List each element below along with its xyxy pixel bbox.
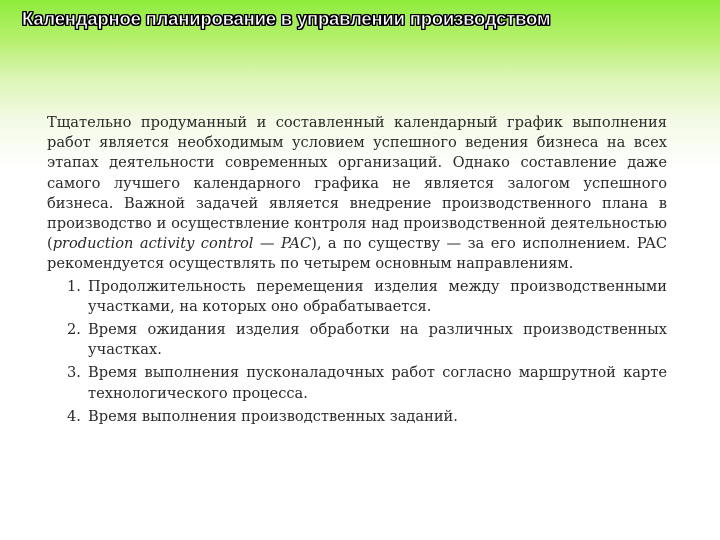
intro-paragraph xyxy=(47,113,667,275)
list-item-text: Продолжительность перемещения изделия между производственными участками, на которых оно обрабатывается. xyxy=(88,277,667,315)
list-item xyxy=(47,320,667,360)
intro-text-start: Тщательно продуманный и составленный календарный график выполнения работ является необходимым условием успешного ведения бизнеса на всех этапах деятельности современных организаций. Однако составление даже самого лучшего календарного графика не является залогом успешного бизнеса. Важной задачей является внедрение производственного плана в производство и осуществление контроля над производственной деятельностью ( xyxy=(47,114,667,253)
list-item-text: Время ожидания изделия обработки на различных производственных участках. xyxy=(88,321,667,359)
list-item xyxy=(47,363,667,403)
intro-text-end: ), а по существу — за его исполнением. PAC рекомендуется осуществлять по четырем основным направлениям. xyxy=(47,235,667,273)
list-item xyxy=(47,407,667,427)
list-item-text: Время выполнения пусконаладочных работ согласно маршрутной карте технологического процесса. xyxy=(88,364,667,402)
list-item-number: 2. xyxy=(67,321,81,339)
list-item-number: 1. xyxy=(67,277,81,295)
list-item-number: 3. xyxy=(67,364,81,382)
list-item-text: Время выполнения производственных заданий. xyxy=(88,407,458,425)
intro-term: production activity control — PAC xyxy=(52,235,312,253)
body-text xyxy=(47,113,667,430)
directions-list xyxy=(47,277,667,427)
list-item-number: 4. xyxy=(67,407,81,425)
list-item xyxy=(47,277,667,317)
slide-title: Календарное планирование в управлении производством xyxy=(22,8,551,29)
